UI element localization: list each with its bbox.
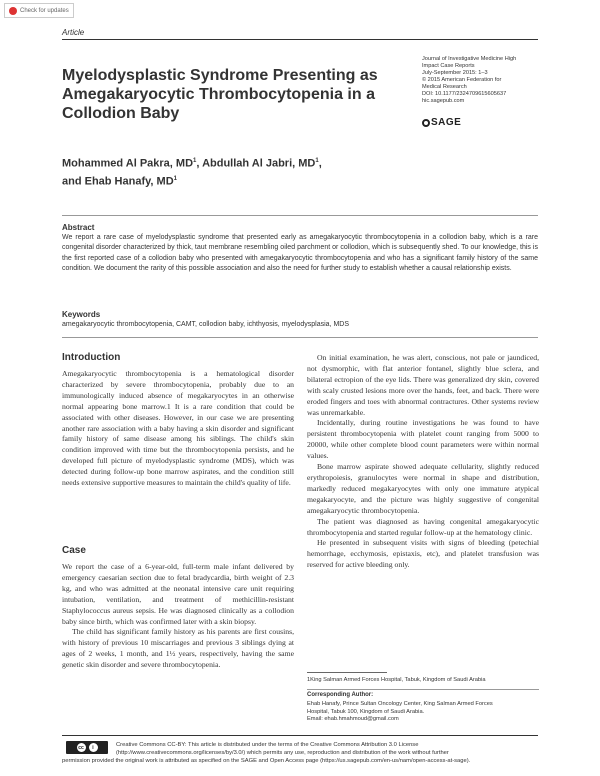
keywords-text: amegakaryocytic thrombocytopenia, CAMT, collodion baby, ichthyosis, myelodysplasia, MDS [62, 321, 349, 328]
sage-logo [422, 117, 461, 128]
journal-url-link[interactable]: hic.sagepub.com [422, 98, 465, 104]
sage-logo-icon [422, 119, 430, 127]
case-body [62, 562, 294, 671]
paragraph: We report the case of a 6-year-old, full-term male infant delivered by emergency caesarian section due to fetal bradycardia, birth weight of 2.3 kg, and who was admitted at the neonatal intensive care unit requiring intubation, ventilation, and treatment of methicillin-resistant Staphylococcus aureus sepsis. He was diagnosed clinically as a collodion baby since birth, which was confirmed later with a skin biopsy. [62, 562, 294, 626]
introduction-body [62, 369, 294, 489]
journal-info-line: © 2015 American Federation for [422, 77, 502, 83]
check-for-updates-label: Check for updates [20, 7, 69, 14]
paragraph: The child has significant family history as his parents are first cousins, with history of previous 10 miscarriages and previous 3 siblings dying at ages of 2 weeks, 1 month, and 1½ years, respectively, having the same genetic skin disorder and severe thrombocytopenia. [62, 627, 294, 670]
affiliation-footnote: 1King Salman Armed Forces Hospital, Tabuk, Kingdom of Saudi Arabia [307, 677, 486, 683]
abstract-text: We report a rare case of myelodysplastic syndrome that presented early as amegakaryocytic thrombocytopenia in a collodion baby, which is a rare congenital disorder characterized by thick, taut membrane resembling oiled parchment or collodion, which is subsequently shed. To our knowledge, this is the first reported case of a collodion baby who presented with amegakaryocytic thrombocytopenia and who has a significant family history of the same condition. We document the rarity of this possible association and also the need for further study to establish whether a causal relationship exists. [62, 234, 538, 273]
check-for-updates-badge[interactable] [4, 3, 74, 18]
journal-info [422, 56, 552, 105]
paragraph: Bone marrow aspirate showed adequate cellularity, slightly reduced erythropoiesis, granulocytes were normal in shape and distribution, markedly reduced megakaryocytes with only one immature atypical megakaryocyte, and the picture was highly suggestive of congenital amegakaryocytic thrombocytopenia. [307, 462, 539, 515]
author-affiliation-mark: 1 [193, 158, 197, 164]
author-name: Abdullah Al Jabri, MD [202, 157, 316, 170]
license-notice [62, 741, 538, 766]
introduction-heading: Introduction [62, 352, 121, 363]
article-type-label: Article [62, 28, 85, 37]
abstract-divider [62, 215, 538, 216]
author-affiliation-mark: 1 [315, 158, 319, 164]
journal-info-line: Impact Case Reports [422, 63, 475, 69]
abstract-heading: Abstract [62, 223, 95, 232]
license-url-link[interactable]: (http://www.creativecommons.org/licenses/by/3.0/) which permits any use, reproduction and distribution of the work without further [116, 750, 449, 757]
corresponding-author-line: Hospital, Tabuk 100, Kingdom of Saudi Arabia. [307, 708, 425, 715]
header-divider [62, 39, 538, 40]
author-list [62, 154, 362, 189]
paragraph: The patient was diagnosed as having congenital amegakaryocytic thrombocytopenia and started regular follow-up at the hematology clinic. [307, 516, 539, 537]
license-line: Creative Commons CC-BY: This article is distributed under the terms of the Creative Commons Attribution 3.0 License [116, 742, 419, 748]
author-name: and Ehab Hanafy, MD [62, 175, 174, 188]
footnote-divider [307, 672, 387, 673]
corresponding-author-heading: Corresponding Author: [307, 692, 374, 698]
corresponding-author-details [307, 701, 539, 724]
cc-icon: cc [78, 744, 84, 751]
journal-info-line: July-September 2015: 1–3 [422, 70, 488, 76]
paragraph: Amegakaryocytic thrombocytopenia is a hematological disorder characterized by severe thrombocytopenia, probably due to an immunologically induced absence of megakaryocytes in an otherwise normal appearing bone marrow.1 It is a rare condition that could be associated with other diseases. However, in our case we are presenting another rare association with a baby having a skin disorder and significant family history of same disease among his siblings. The child's skin condition improved with time but the thrombocytopenia persists, and he developed full picture of myelodysplastic syndrome (MDS), which was detected during follow-up bone marrow aspirates, and the condition still needs extensive supportive measures to maintain the child's quality of life. [62, 369, 294, 488]
license-divider [62, 735, 538, 736]
publisher-name: SAGE [431, 117, 462, 128]
paragraph: Incidentally, during routine investigations he was found to have persistent thrombocytopenia with platelet count ranging from 5000 to 20000, while other complete blood count parameters were within normal values. [307, 418, 539, 461]
author-separator: , [196, 157, 203, 170]
journal-info-line: Journal of Investigative Medicine High [422, 56, 517, 62]
keywords-heading: Keywords [62, 310, 101, 319]
page-title: Myelodysplastic Syndrome Presenting as Amegakaryocytic Thrombocytopenia in a Collodion Baby [62, 67, 378, 122]
by-icon: i [89, 743, 98, 752]
corresponding-author-line: Ehab Hanafy, Prince Sultan Oncology Center, King Salman Armed Forces [307, 701, 493, 707]
corresponding-author-divider [307, 689, 539, 690]
license-line: permission provided the original work is attributed as specified on the SAGE and Open Access page (https://us.sagepub.com/en-us/nam/open-access-at-sage). [62, 758, 471, 765]
author-name: Mohammed Al Pakra, MD [62, 157, 194, 170]
update-icon [9, 7, 17, 15]
journal-info-line: Medical Research [422, 84, 467, 90]
keywords-divider [62, 337, 538, 338]
case-heading: Case [62, 545, 86, 556]
journal-info-line: DOI: 10.1177/2324709615605637 [422, 91, 507, 97]
author-affiliation-mark: 1 [173, 175, 177, 182]
paragraph: On initial examination, he was alert, conscious, not pale or jaundiced, not dysmorphic, with flat anterior fontanel, slightly blue sclera, and bilateral ectropion of the eye lids. There was generalized dry skin, covered with scaly crusted lesions more over the hands, feet, and back. There were eroded fingers and toes with abnormal contractures. Other systems review was unremarkable. [307, 353, 539, 417]
corresponding-author-email-link[interactable]: Email: ehab.hmahmoud@gmail.com [307, 716, 399, 722]
author-separator: , [318, 157, 322, 170]
paragraph: He presented in subsequent visits with signs of bleeding (petechial hemorrhage, ecchymosis, epistaxis, etc), and platelet transfusion was reserved for active bleeding only. [307, 538, 539, 570]
case-body-continued [307, 353, 539, 571]
